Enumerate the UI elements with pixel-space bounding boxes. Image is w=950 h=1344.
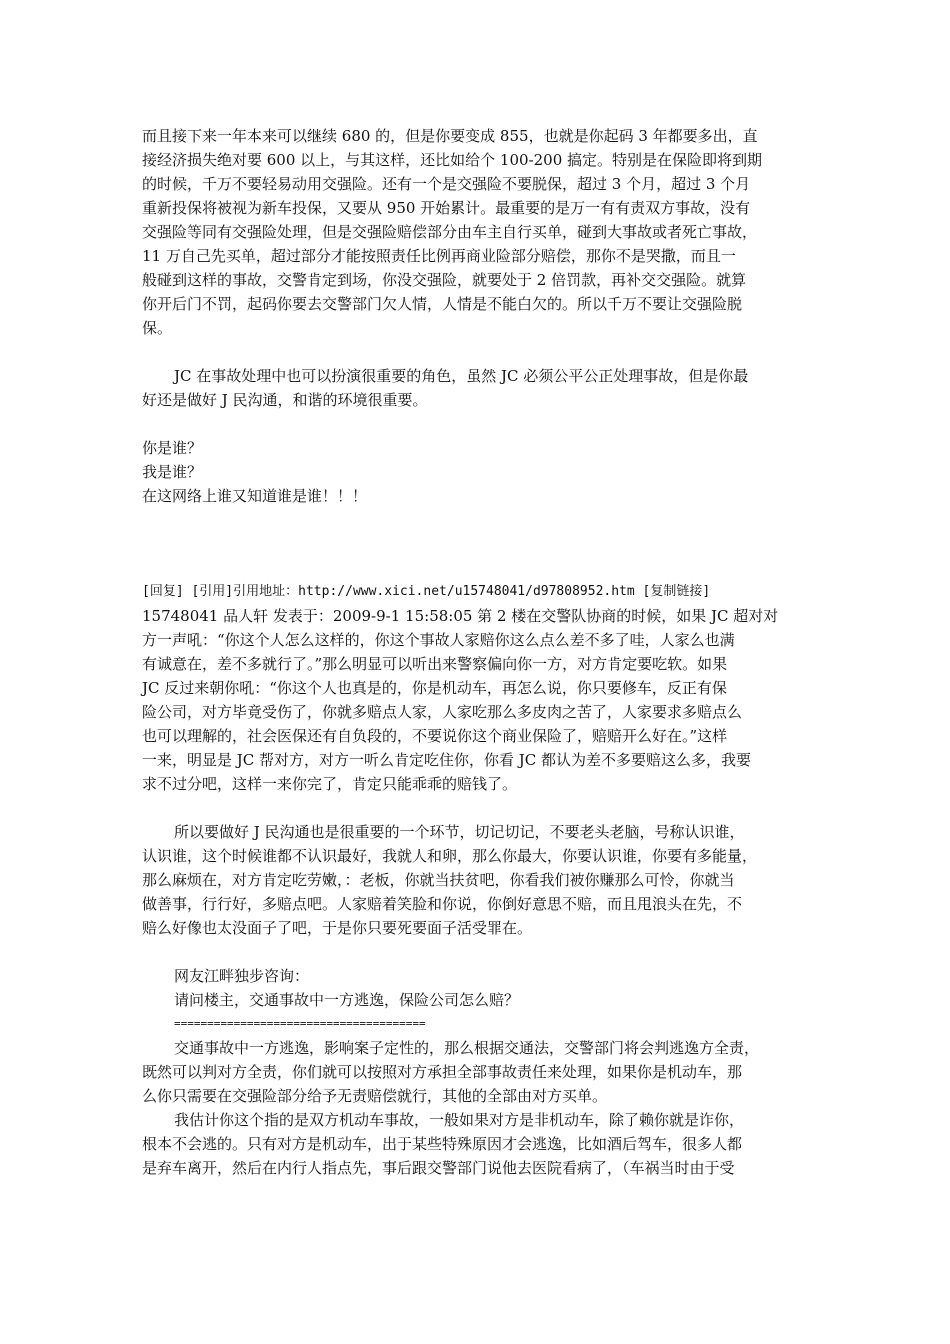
paragraph-gap: [142, 796, 828, 820]
text-line: JC 反过来朝你吼：“你这个人也真是的，你是机动车，再怎么说，你只要修车，反正有保: [142, 679, 727, 697]
paragraph-gap: [142, 940, 828, 964]
question-text: 请问楼主，交通事故中一方逃逸，保险公司怎么赔？: [174, 991, 520, 1009]
paragraph-hit-and-run: [142, 1036, 828, 1108]
paragraph-communication: [142, 820, 828, 940]
text-line: 你是谁？: [142, 439, 203, 457]
text-line: 根本不会逃的。只有对方是机动车，出于某些特殊原因才会逃逸，比如酒后驾车，很多人都: [142, 1135, 743, 1153]
text-line: 求不过分吧，这样一来你完了，肯定只能乖乖的赔钱了。: [142, 775, 518, 793]
text-line: 既然可以判对方全责，你们就可以按照对方承担全部事故责任来处理，如果你是机动车，那: [142, 1063, 743, 1081]
paragraph-gap: [142, 340, 828, 364]
text-line: 交强险等同有交强险处理，但是交强险赔偿部分由车主自行买单，碰到大事故或者死亡事故，: [142, 223, 758, 241]
text-line: 么你只需要在交强险部分给予无责赔偿就行，其他的全部由对方买单。: [142, 1087, 608, 1105]
text-line: 我是谁？: [142, 463, 203, 481]
text-line: 的时候，千万不要轻易动用交强险。还有一个是交强险不要脱保，超过 3 个月，超过 3 个月: [142, 175, 751, 193]
reply-toolbar: [142, 580, 828, 604]
reply-post-body: [142, 604, 828, 796]
text-line: 一来，明显是 JC 帮对方，对方一听么肯定吃住你，你看 JC 都认为差不多要赔这么多，我要: [142, 751, 752, 769]
text-line: 好还是做好 J 民沟通，和谐的环境很重要。: [142, 391, 428, 409]
paragraph-estimate: [142, 1108, 828, 1180]
paragraph-gap: [142, 412, 828, 436]
text-line: 也可以理解的，社会医保还有自负段的，不要说你这个商业保险了，赔赔开么好在。”这样: [142, 727, 728, 745]
text-line: 你开后门不罚，起码你要去交警部门欠人情，人情是不能白欠的。所以千万不要让交强险脱: [142, 295, 743, 313]
text-line: 方一声吼：“你这个人怎么这样的，你这个事故人家赔你这么点么差不多了哇，人家么也满: [142, 631, 735, 649]
paragraph-who-are-you: [142, 436, 828, 508]
text-line: 在这网络上谁又知道谁是谁！！！: [142, 487, 368, 505]
text-line: 保。: [142, 319, 173, 337]
question-asker: 网友江畔独步咨询：: [174, 967, 310, 985]
text-line: 15748041 品人轩 发表于：2009-9-1 15:58:05 第 2 楼在交警队协商的时候，如果 JC 超对对: [142, 607, 779, 625]
copy-link-button[interactable]: [复制链接]: [642, 584, 711, 599]
text-line: 交通事故中一方逃逸，影响案子定性的，那么根据交通法，交警部门将会判逃逸方全责，: [174, 1039, 760, 1057]
text-line: 有诚意在，差不多就行了。”那么明显可以听出来警察偏向你一方，对方肯定要吃软。如果: [142, 655, 728, 673]
text-line: 接经济损失绝对要 600 以上，与其这样，还比如给个 100-200 搞定。特别是在保险即将到期: [142, 151, 763, 169]
text-line: 险公司，对方毕竟受伤了，你就多赔点人家，人家吃那么多皮肉之苦了，人家要求多赔点么: [142, 703, 743, 721]
section-gap: [142, 508, 828, 580]
text-line: 所以要做好 J 民沟通也是很重要的一个环节，切记切记，不要老头老脑，号称认识谁，: [174, 823, 745, 841]
text-line: 认识谁，这个时候谁都不认识最好，我就人和卵，那么你最大，你要认识谁，你要有多能量，: [142, 847, 758, 865]
text-line: 做善事，行行好，多赔点吧。人家赔着笑脸和你说，你倒好意思不赔，而且甩浪头在先，不: [142, 895, 743, 913]
text-line: JC 在事故处理中也可以扮演很重要的角色，虽然 JC 必须公平公正处理事故，但是你最: [174, 367, 749, 385]
text-line: 赔么好像也太没面子了吧，于是你只要死要面子活受罪在。: [142, 919, 533, 937]
text-line: 11 万自己先买单，超过部分才能按照责任比例再商业险部分赔偿，那你不是哭撒，而且一: [142, 247, 736, 265]
text-line: 那么麻烦在，对方肯定吃劳嫩，：老板，你就当扶贫吧，你看我们被你赚那么可怜，你就当: [142, 871, 735, 889]
url-prefix: 引用地址：: [233, 584, 299, 599]
paragraph-insurance-advice: [142, 124, 828, 340]
document-body: [142, 124, 828, 1180]
post-url-link[interactable]: http://www.xici.net/u15748041/d97808952.htm: [298, 584, 635, 599]
text-line: 重新投保将被视为新车投保，又要从 950 开始累计。最重要的是万一有有责双方事故，没有: [142, 199, 751, 217]
text-line: 是弃车离开，然后在内行人指点先，事后跟交警部门说他去医院看病了，（车祸当时由于受: [142, 1159, 735, 1177]
text-line: 而且接下来一年本来可以继续 680 的，但是你要变成 855，也就是你起码 3 年都要多出，直: [142, 127, 758, 145]
text-line: 我估计你这个指的是双方机动车事故，一般如果对方是非机动车，除了赖你就是诈你，: [174, 1111, 745, 1129]
paragraph-jc-role: [142, 364, 828, 412]
reply-link[interactable]: [回复]: [142, 584, 184, 599]
quote-link[interactable]: [引用]: [191, 584, 234, 599]
separator-line: ======================================: [174, 1017, 426, 1030]
text-line: 般碰到这样的事故，交警肯定到场，你没交强险，就要处于 2 倍罚款，再补交交强险。就算: [142, 271, 747, 289]
question-block: [142, 964, 828, 1036]
